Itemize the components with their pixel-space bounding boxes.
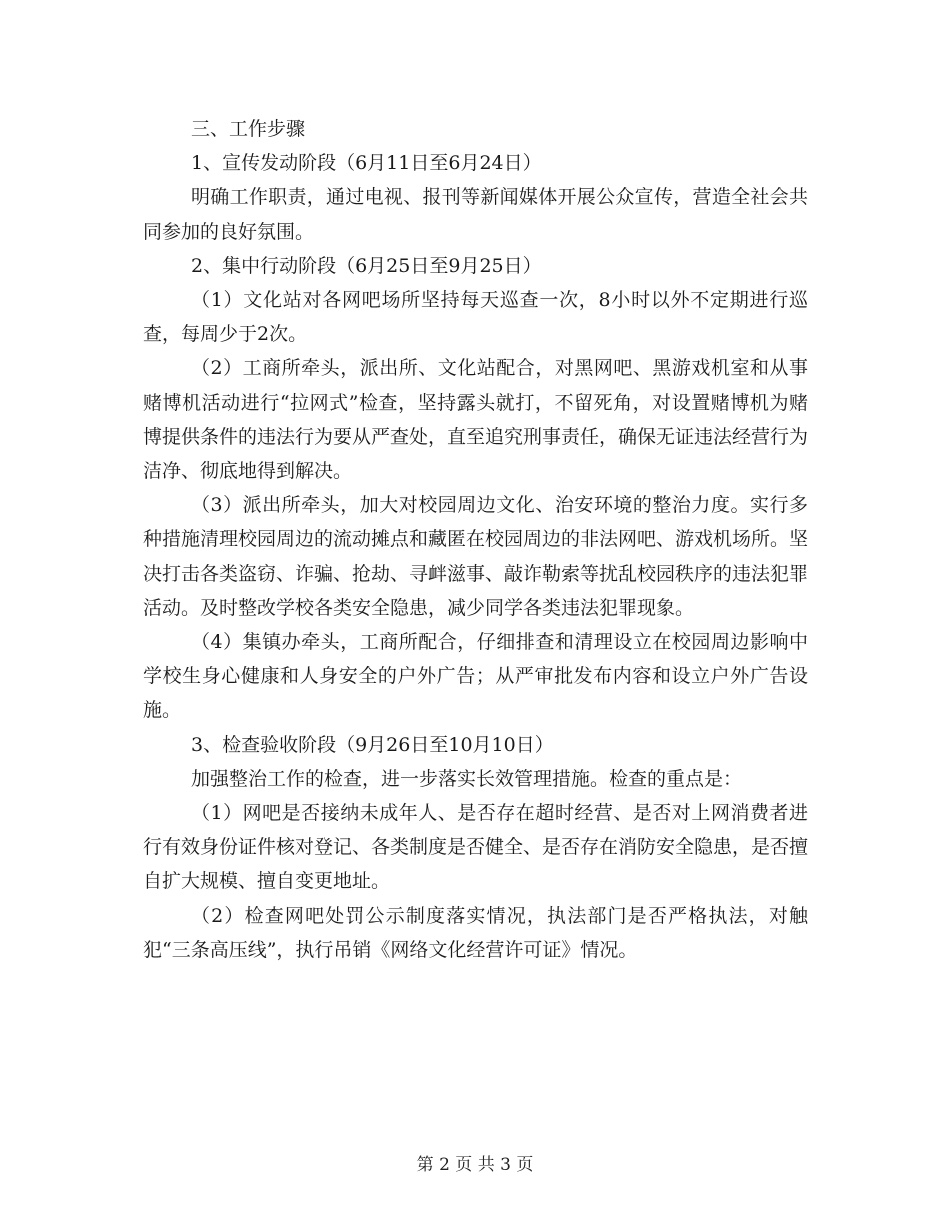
stage-3-item-2: （2）检查网吧处罚公示制度落实情况，执法部门是否严格执法，对触犯“三条高压线”，执行吊销《网络文化经营许可证》情况。 — [143, 904, 808, 961]
document-body — [143, 112, 808, 967]
stage-2-item-2: （2）工商所牵头，派出所、文化站配合，对黑网吧、黑游戏机室和从事赌博机活动进行“拉网式”检查，坚持露头就打，不留死角，对设置赌博机为赌博提供条件的违法行为要从严查处，直至追究刑事责任，确保无证违法经营行为洁净、彻底地得到解决。 — [143, 357, 809, 483]
stage-3-text: 加强整治工作的检查，进一步落实长效管理措施。检查的重点是： — [191, 767, 743, 790]
stage-1-text: 明确工作职责，通过电视、报刊等新闻媒体开展公众宣传，营造全社会共同参加的良好氛围。 — [143, 186, 808, 243]
section-heading-work-steps: 三、工作步骤 — [191, 118, 306, 140]
stage-2-heading: 2、集中行动阶段（6月25日至9月25日） — [191, 254, 542, 277]
stage-2-item-4: （4）集镇办牵头，工商所配合，仔细排查和清理设立在校园周边影响中学校生身心健康和人身安全的户外广告；从严审批发布内容和设立户外广告设施。 — [143, 631, 808, 722]
stage-2-item-3: （3）派出所牵头，加大对校园周边文化、治安环境的整治力度。实行多种措施清理校园周边的流动摊点和藏匿在校园周边的非法网吧、游戏机场所。坚决打击各类盗窃、诈骗、抢劫、寻衅滋事、敲诈勒索等扰乱校园秩序的违法犯罪活动。及时整改学校各类安全隐患，减少同学各类违法犯罪现象。 — [143, 494, 809, 619]
stage-2-item-1: （1）文化站对各网吧场所坚持每天巡查一次，8小时以外不定期进行巡查，每周少于2次。 — [143, 289, 808, 346]
page-footer: 第 2 页 共 3 页 — [416, 1155, 534, 1175]
stage-3-item-1: （1）网吧是否接纳未成年人、是否存在超时经营、是否对上网消费者进行有效身份证件核对登记、各类制度是否健全、是否存在消防安全隐患，是否擅自扩大规模、擅自变更地址。 — [143, 802, 809, 893]
stage-1-heading: 1、宣传发动阶段（6月11日至6月24日） — [191, 152, 542, 175]
stage-3-heading: 3、检查验收阶段（9月26日至10月10日） — [191, 733, 554, 756]
